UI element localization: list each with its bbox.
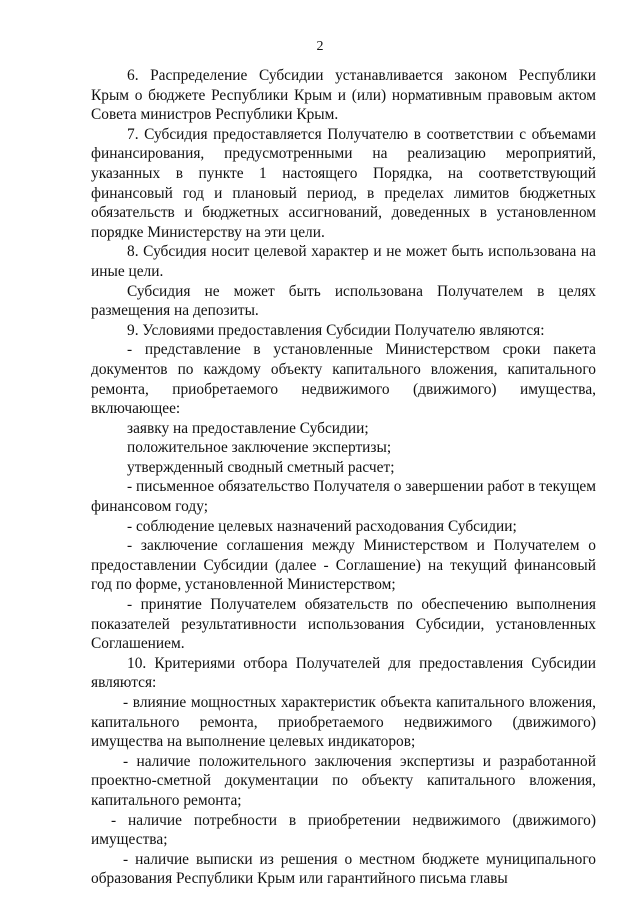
paragraph-6: 6. Распределение Субсидии устанавливается законом Республики Крым о бюджете Республики Крым и (или) нормативным правовым актом Совета министров Республики Крым.: [91, 67, 596, 124]
document-estimate: утвержденный сводный сметный расчет;: [127, 458, 395, 476]
condition-obligation: - письменное обязательство Получателя о завершении работ в текущем финансовом году;: [91, 478, 596, 516]
condition-target-use: - соблюдение целевых назначений расходования Субсидии;: [127, 517, 517, 535]
paragraph-8-deposit: Субсидия не может быть использована Получателем в целях размещения на депозиты.: [91, 282, 596, 320]
document-expertise: положительное заключение экспертизы;: [127, 439, 392, 457]
document-body: [91, 66, 596, 889]
condition-agreement: - заключение соглашения между Министерством и Получателем о предоставлении Субсидии (далее - Соглашение) на текущий финансовый год по форме, установленной Министерством;: [91, 537, 596, 594]
paragraph-7: 7. Субсидия предоставляется Получателю в соответствии с объемами финансирования, предусмотренными на реализацию мероприятий, указанных в пункте 1 настоящего Порядка, на соответствующий финансовый год и плановый период, в пределах лимитов бюджетных обязательств и бюджетных ассигнований, доведенных в установленном порядке Министерству на эти цели.: [91, 125, 596, 241]
document-application: заявку на предоставление Субсидии;: [127, 419, 369, 437]
criterion-budget-extract: - наличие выписки из решения о местном бюджете муниципального образования Республики Крым или гарантийного письма главы: [91, 850, 596, 888]
paragraph-9: 9. Условиями предоставления Субсидии Получателю являются:: [127, 321, 545, 339]
condition-indicators: - принятие Получателем обязательств по обеспечению выполнения показателей результативности использования Субсидии, установленных Соглашением.: [91, 596, 596, 653]
criterion-expertise: - наличие положительного заключения экспертизы и разработанной проектно-сметной документации по объекту капитального вложения, капитального ремонта;: [91, 752, 596, 809]
criterion-capacity: - влияние мощностных характеристик объекта капитального вложения, капитального ремонта, приобретаемого недвижимого (движимого) имущества на выполнение целевых индикаторов;: [91, 694, 596, 751]
criterion-need: - наличие потребности в приобретении недвижимого (движимого) имущества;: [91, 811, 596, 849]
paragraph-10: 10. Критериями отбора Получателей для предоставления Субсидии являются:: [91, 654, 596, 692]
paragraph-8: 8. Субсидия носит целевой характер и не может быть использована на иные цели.: [91, 243, 596, 280]
condition-documents: - представление в установленные Министерством сроки пакета документов по каждому объекту капитального вложения, капитального ремонта, приобретаемого недвижимого (движимого) имущества, включающее:: [91, 341, 596, 418]
page-number: 2: [316, 39, 324, 54]
